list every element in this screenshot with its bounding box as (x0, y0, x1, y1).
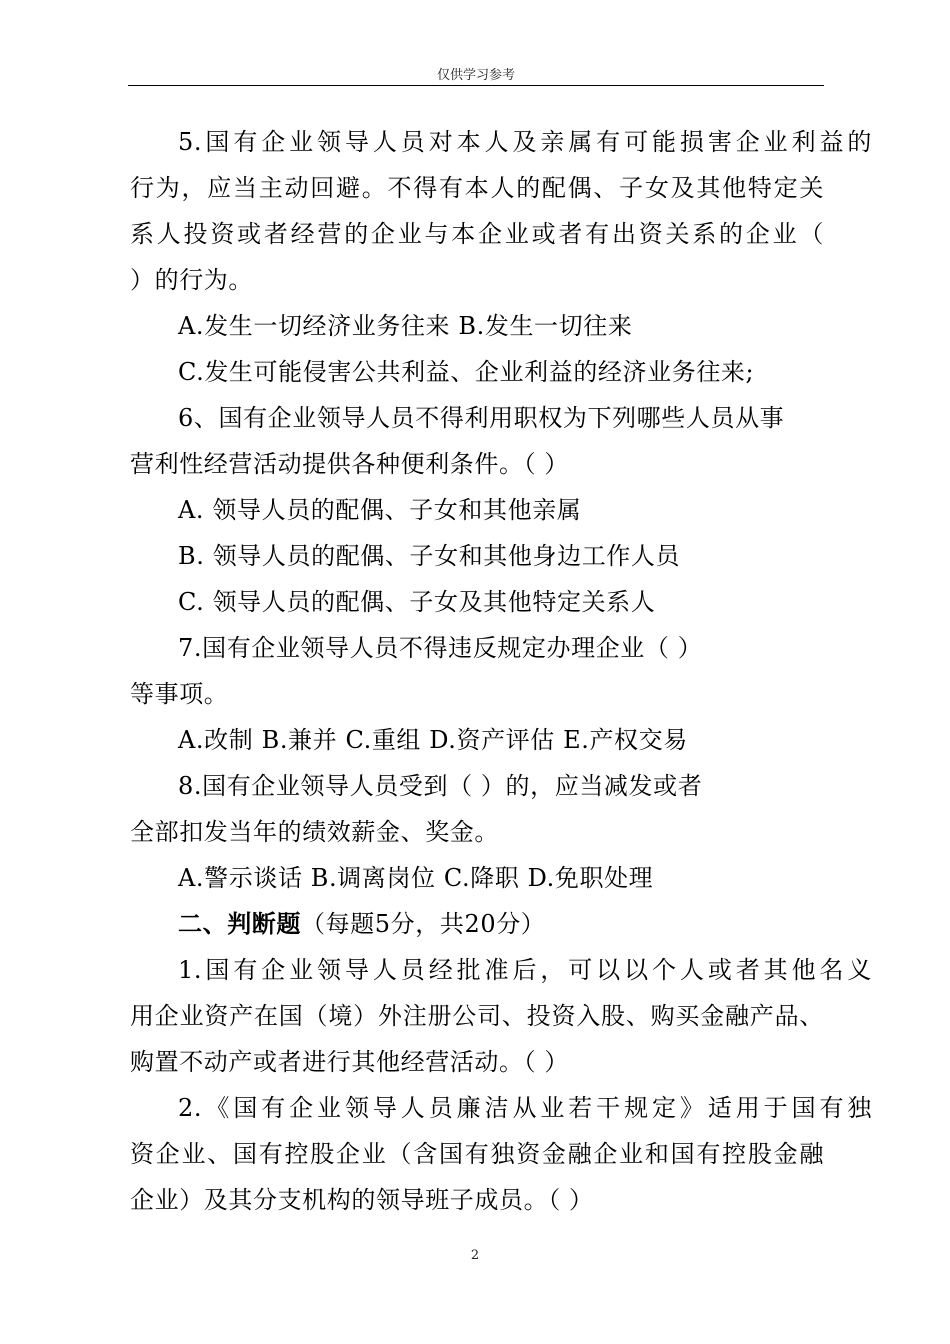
q5-line-1: 5.国有企业领导人员对本人及亲属有可能损害企业利益的 (178, 128, 872, 156)
tf1-line-3: 购置不动产或者进行其他经营活动。（ ） (130, 1048, 570, 1076)
q7-line-1: 7.国有企业领导人员不得违反规定办理企业（ ） (178, 634, 703, 662)
q6-option-a: A. 领导人员的配偶、子女和其他亲属 (178, 496, 582, 524)
q5-line-4: ）的行为。 (130, 266, 253, 294)
q8-line-1: 8.国有企业领导人员受到（ ）的，应当减发或者 (178, 772, 703, 800)
q5-options-ab: A.发生一切经济业务往来 B.发生一切往来 (178, 312, 633, 340)
tf1-line-2: 用企业资产在国（境）外注册公司、投资入股、购买金融产品、 (130, 1002, 824, 1030)
tf1-line-1: 1.国有企业领导人员经批准后，可以以个人或者其他名义 (178, 956, 872, 984)
q6-line-2: 营利性经营活动提供各种便利条件。（ ） (130, 450, 570, 478)
tf2-line-2: 资企业、国有控股企业（含国有独资金融企业和国有控股金融 (130, 1140, 824, 1168)
page-number: 2 (470, 1248, 480, 1263)
tf2-line-3: 企业）及其分支机构的领导班子成员。（ ） (130, 1186, 594, 1214)
q5-line-2: 行为，应当主动回避。不得有本人的配偶、子女及其他特定关 (130, 174, 824, 202)
q8-options: A.警示谈话 B.调离岗位 C.降职 D.免职处理 (178, 864, 654, 892)
q5-line-3: 系人投资或者经营的企业与本企业或者有出资关系的企业（ (130, 220, 824, 248)
section-note: （每题5分，共20分） (301, 910, 546, 938)
q6-option-c: C. 领导人员的配偶、子女及其他特定关系人 (178, 588, 656, 616)
section-heading (178, 909, 545, 939)
q6-line-1: 6、国有企业领导人员不得利用职权为下列哪些人员从事 (178, 404, 785, 432)
tf2-line-1: 2.《国有企业领导人员廉洁从业若干规定》适用于国有独 (178, 1094, 872, 1122)
q5-option-c: C.发生可能侵害公共利益、企业利益的经济业务往来; (178, 358, 755, 386)
section-title: 二、判断题 (178, 909, 301, 938)
page-header: 仅供学习参考 (436, 68, 515, 83)
q7-options: A.改制 B.兼并 C.重组 D.资产评估 E.产权交易 (178, 726, 688, 754)
q7-line-2: 等事项。 (130, 680, 229, 708)
q8-line-2: 全部扣发当年的绩效薪金、奖金。 (130, 818, 499, 846)
q6-option-b: B. 领导人员的配偶、子女和其他身边工作人员 (178, 542, 681, 570)
header-rule (128, 85, 824, 86)
